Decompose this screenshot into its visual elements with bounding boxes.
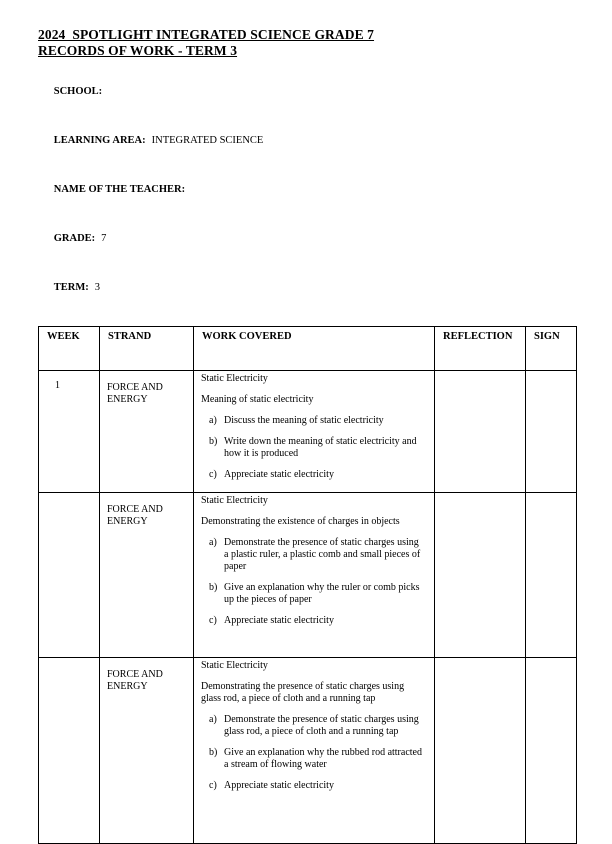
work-covered-cell xyxy=(194,493,435,658)
work-item xyxy=(201,469,422,481)
work-item xyxy=(201,582,422,606)
field-teacher-name xyxy=(38,170,575,209)
work-item-text: Appreciate static electricity xyxy=(224,615,334,626)
work-subtopic: Meaning of static electricity xyxy=(201,394,314,405)
work-item-text: Appreciate static electricity xyxy=(224,780,334,791)
table-header-row xyxy=(39,327,577,371)
work-item-letter: b) xyxy=(209,436,218,447)
work-topic: Static Electricity xyxy=(201,495,268,506)
field-teacher-name-label: NAME OF THE TEACHER: xyxy=(53,184,186,195)
field-grade-value: 7 xyxy=(101,233,107,244)
work-item-letter: c) xyxy=(209,615,217,626)
work-item xyxy=(201,780,422,792)
work-item-letter: b) xyxy=(209,747,218,758)
week-cell xyxy=(39,493,100,658)
field-grade xyxy=(38,219,575,258)
field-school xyxy=(38,72,575,111)
work-item xyxy=(201,714,422,738)
sign-cell xyxy=(526,371,577,493)
work-item xyxy=(201,436,422,460)
work-item xyxy=(201,415,422,427)
column-header-strand: STRAND xyxy=(100,327,194,371)
sign-cell xyxy=(526,493,577,658)
reflection-cell xyxy=(435,371,526,493)
field-term-label: TERM: xyxy=(53,282,89,293)
field-learning-area-label: LEARNING AREA: xyxy=(53,135,146,146)
work-item xyxy=(201,615,422,627)
records-of-work-table xyxy=(38,326,577,844)
table-row xyxy=(39,371,577,493)
work-item-text: Write down the meaning of static electricity and how it is produced xyxy=(224,436,417,459)
week-cell xyxy=(39,658,100,844)
work-item-letter: a) xyxy=(209,714,217,725)
work-item-text: Demonstrate the presence of static charges using glass rod, a piece of cloth and a running tap xyxy=(224,714,419,737)
table-row xyxy=(39,658,577,844)
field-learning-area xyxy=(38,121,575,160)
work-subtopic: Demonstrating the presence of static charges using glass rod, a piece of cloth and a running tap xyxy=(201,681,405,704)
work-covered-cell xyxy=(194,658,435,844)
column-header-work-covered: WORK COVERED xyxy=(194,327,435,371)
work-item xyxy=(201,537,422,573)
work-subtopic: Demonstrating the existence of charges in objects xyxy=(201,516,400,527)
document-title-line2: RECORDS OF WORK - TERM 3 xyxy=(38,43,238,58)
field-learning-area-value: INTEGRATED SCIENCE xyxy=(151,135,264,146)
sign-cell xyxy=(526,658,577,844)
header-fields xyxy=(38,72,575,307)
work-item-letter: a) xyxy=(209,537,217,548)
work-item-text: Give an explanation why the rubbed rod attracted a stream of flowing water xyxy=(224,747,422,770)
work-topic: Static Electricity xyxy=(201,660,268,671)
document-title-line1: 2024 SPOTLIGHT INTEGRATED SCIENCE GRADE 7 xyxy=(38,27,375,42)
work-item-letter: c) xyxy=(209,780,217,791)
reflection-cell xyxy=(435,493,526,658)
column-header-sign: SIGN xyxy=(526,327,577,371)
strand-cell: FORCE AND ENERGY xyxy=(100,658,194,844)
work-item-text: Discuss the meaning of static electricity xyxy=(224,415,384,426)
column-header-reflection: REFLECTION xyxy=(435,327,526,371)
column-header-week: WEEK xyxy=(39,327,100,371)
reflection-cell xyxy=(435,658,526,844)
work-item xyxy=(201,747,422,771)
work-item-letter: c) xyxy=(209,469,217,480)
strand-cell: FORCE AND ENERGY xyxy=(100,371,194,493)
table-row xyxy=(39,493,577,658)
field-term xyxy=(38,268,575,307)
field-school-label: SCHOOL: xyxy=(53,86,103,97)
strand-cell: FORCE AND ENERGY xyxy=(100,493,194,658)
work-covered-cell xyxy=(194,371,435,493)
week-cell: 1 xyxy=(39,371,100,493)
work-item-text: Give an explanation why the ruler or comb picks up the pieces of paper xyxy=(224,582,420,605)
work-item-letter: b) xyxy=(209,582,218,593)
work-item-text: Demonstrate the presence of static charges using a plastic ruler, a plastic comb and small pieces of paper xyxy=(224,537,421,572)
work-topic: Static Electricity xyxy=(201,373,268,384)
work-item-text: Appreciate static electricity xyxy=(224,469,334,480)
field-term-value: 3 xyxy=(94,282,100,293)
work-item-letter: a) xyxy=(209,415,217,426)
field-grade-label: GRADE: xyxy=(53,233,96,244)
